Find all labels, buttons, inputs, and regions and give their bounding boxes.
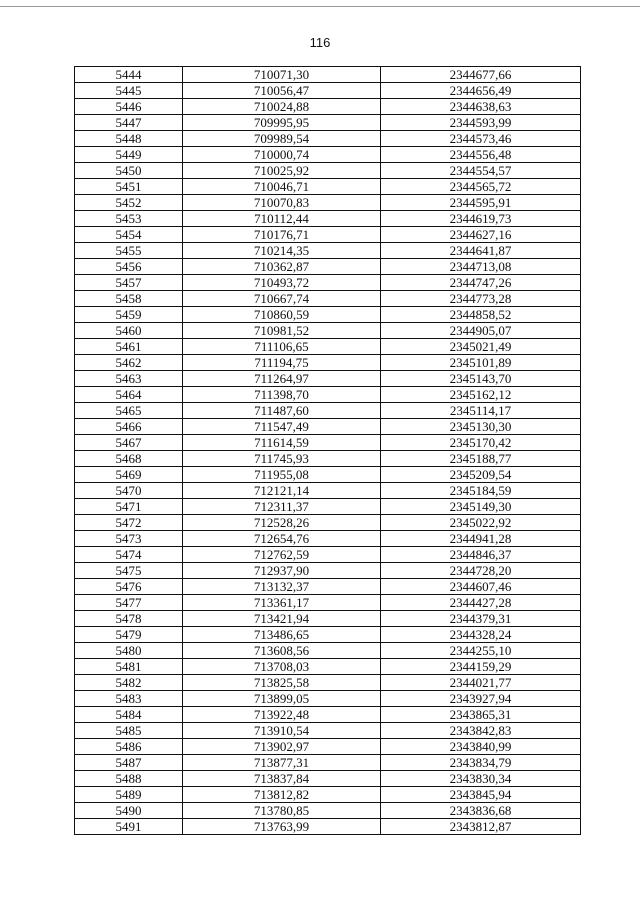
point-number-cell: 5445 bbox=[75, 83, 183, 99]
page-number: 116 bbox=[309, 35, 331, 50]
point-number-cell: 5479 bbox=[75, 627, 183, 643]
point-number-cell: 5465 bbox=[75, 403, 183, 419]
x-coordinate-cell: 710362,87 bbox=[183, 259, 381, 275]
y-coordinate-cell: 2343836,68 bbox=[381, 803, 581, 819]
table-row bbox=[75, 547, 581, 563]
x-coordinate-cell: 710024,88 bbox=[183, 99, 381, 115]
table-row bbox=[75, 275, 581, 291]
y-coordinate-cell: 2344747,26 bbox=[381, 275, 581, 291]
y-coordinate-cell: 2344021,77 bbox=[381, 675, 581, 691]
x-coordinate-cell: 711547,49 bbox=[183, 419, 381, 435]
table-row bbox=[75, 723, 581, 739]
table-row bbox=[75, 787, 581, 803]
y-coordinate-cell: 2343845,94 bbox=[381, 787, 581, 803]
point-number-cell: 5462 bbox=[75, 355, 183, 371]
point-number-cell: 5447 bbox=[75, 115, 183, 131]
point-number-cell: 5468 bbox=[75, 451, 183, 467]
x-coordinate-cell: 710112,44 bbox=[183, 211, 381, 227]
point-number-cell: 5490 bbox=[75, 803, 183, 819]
x-coordinate-cell: 710056,47 bbox=[183, 83, 381, 99]
x-coordinate-cell: 713899,05 bbox=[183, 691, 381, 707]
x-coordinate-cell: 713486,65 bbox=[183, 627, 381, 643]
point-number-cell: 5482 bbox=[75, 675, 183, 691]
point-number-cell: 5444 bbox=[75, 67, 183, 83]
x-coordinate-cell: 713922,48 bbox=[183, 707, 381, 723]
point-number-cell: 5461 bbox=[75, 339, 183, 355]
table-row bbox=[75, 579, 581, 595]
x-coordinate-cell: 712528,26 bbox=[183, 515, 381, 531]
table-row bbox=[75, 707, 581, 723]
table-row bbox=[75, 99, 581, 115]
table-row bbox=[75, 515, 581, 531]
coordinates-table-body bbox=[75, 67, 581, 835]
table-row bbox=[75, 435, 581, 451]
table-row bbox=[75, 115, 581, 131]
table-row bbox=[75, 131, 581, 147]
point-number-cell: 5489 bbox=[75, 787, 183, 803]
y-coordinate-cell: 2344565,72 bbox=[381, 179, 581, 195]
top-rule bbox=[0, 6, 640, 7]
point-number-cell: 5472 bbox=[75, 515, 183, 531]
point-number-cell: 5478 bbox=[75, 611, 183, 627]
y-coordinate-cell: 2344905,07 bbox=[381, 323, 581, 339]
y-coordinate-cell: 2345170,42 bbox=[381, 435, 581, 451]
table-row bbox=[75, 499, 581, 515]
point-number-cell: 5463 bbox=[75, 371, 183, 387]
x-coordinate-cell: 713877,31 bbox=[183, 755, 381, 771]
point-number-cell: 5485 bbox=[75, 723, 183, 739]
point-number-cell: 5474 bbox=[75, 547, 183, 563]
point-number-cell: 5449 bbox=[75, 147, 183, 163]
table-row bbox=[75, 451, 581, 467]
x-coordinate-cell: 713837,84 bbox=[183, 771, 381, 787]
point-number-cell: 5484 bbox=[75, 707, 183, 723]
x-coordinate-cell: 709989,54 bbox=[183, 131, 381, 147]
table-row bbox=[75, 163, 581, 179]
table-row bbox=[75, 211, 581, 227]
x-coordinate-cell: 711745,93 bbox=[183, 451, 381, 467]
y-coordinate-cell: 2343927,94 bbox=[381, 691, 581, 707]
x-coordinate-cell: 711614,59 bbox=[183, 435, 381, 451]
x-coordinate-cell: 713132,37 bbox=[183, 579, 381, 595]
table-row bbox=[75, 627, 581, 643]
point-number-cell: 5453 bbox=[75, 211, 183, 227]
y-coordinate-cell: 2345143,70 bbox=[381, 371, 581, 387]
y-coordinate-cell: 2344773,28 bbox=[381, 291, 581, 307]
point-number-cell: 5473 bbox=[75, 531, 183, 547]
y-coordinate-cell: 2344656,49 bbox=[381, 83, 581, 99]
point-number-cell: 5451 bbox=[75, 179, 183, 195]
table-row bbox=[75, 243, 581, 259]
x-coordinate-cell: 710000,74 bbox=[183, 147, 381, 163]
x-coordinate-cell: 713902,97 bbox=[183, 739, 381, 755]
point-number-cell: 5483 bbox=[75, 691, 183, 707]
y-coordinate-cell: 2344554,57 bbox=[381, 163, 581, 179]
x-coordinate-cell: 713780,85 bbox=[183, 803, 381, 819]
y-coordinate-cell: 2344846,37 bbox=[381, 547, 581, 563]
y-coordinate-cell: 2344728,20 bbox=[381, 563, 581, 579]
point-number-cell: 5476 bbox=[75, 579, 183, 595]
x-coordinate-cell: 713421,94 bbox=[183, 611, 381, 627]
table-row bbox=[75, 227, 581, 243]
point-number-cell: 5457 bbox=[75, 275, 183, 291]
table-row bbox=[75, 771, 581, 787]
y-coordinate-cell: 2344619,73 bbox=[381, 211, 581, 227]
point-number-cell: 5454 bbox=[75, 227, 183, 243]
point-number-cell: 5452 bbox=[75, 195, 183, 211]
point-number-cell: 5459 bbox=[75, 307, 183, 323]
table-row bbox=[75, 323, 581, 339]
y-coordinate-cell: 2343840,99 bbox=[381, 739, 581, 755]
x-coordinate-cell: 710046,71 bbox=[183, 179, 381, 195]
table-row bbox=[75, 739, 581, 755]
y-coordinate-cell: 2344593,99 bbox=[381, 115, 581, 131]
x-coordinate-cell: 709995,95 bbox=[183, 115, 381, 131]
x-coordinate-cell: 712311,37 bbox=[183, 499, 381, 515]
table-row bbox=[75, 291, 581, 307]
point-number-cell: 5480 bbox=[75, 643, 183, 659]
x-coordinate-cell: 710493,72 bbox=[183, 275, 381, 291]
x-coordinate-cell: 711398,70 bbox=[183, 387, 381, 403]
y-coordinate-cell: 2343865,31 bbox=[381, 707, 581, 723]
x-coordinate-cell: 712937,90 bbox=[183, 563, 381, 579]
point-number-cell: 5470 bbox=[75, 483, 183, 499]
point-number-cell: 5475 bbox=[75, 563, 183, 579]
point-number-cell: 5455 bbox=[75, 243, 183, 259]
y-coordinate-cell: 2344858,52 bbox=[381, 307, 581, 323]
table-row bbox=[75, 419, 581, 435]
point-number-cell: 5481 bbox=[75, 659, 183, 675]
table-row bbox=[75, 595, 581, 611]
x-coordinate-cell: 710667,74 bbox=[183, 291, 381, 307]
point-number-cell: 5488 bbox=[75, 771, 183, 787]
x-coordinate-cell: 713763,99 bbox=[183, 819, 381, 835]
x-coordinate-cell: 711194,75 bbox=[183, 355, 381, 371]
y-coordinate-cell: 2344941,28 bbox=[381, 531, 581, 547]
x-coordinate-cell: 713608,56 bbox=[183, 643, 381, 659]
point-number-cell: 5477 bbox=[75, 595, 183, 611]
x-coordinate-cell: 710214,35 bbox=[183, 243, 381, 259]
x-coordinate-cell: 712762,59 bbox=[183, 547, 381, 563]
table-row bbox=[75, 371, 581, 387]
y-coordinate-cell: 2344328,24 bbox=[381, 627, 581, 643]
y-coordinate-cell: 2343834,79 bbox=[381, 755, 581, 771]
y-coordinate-cell: 2344627,16 bbox=[381, 227, 581, 243]
x-coordinate-cell: 710071,30 bbox=[183, 67, 381, 83]
point-number-cell: 5491 bbox=[75, 819, 183, 835]
x-coordinate-cell: 713708,03 bbox=[183, 659, 381, 675]
table-row bbox=[75, 67, 581, 83]
y-coordinate-cell: 2345184,59 bbox=[381, 483, 581, 499]
point-number-cell: 5467 bbox=[75, 435, 183, 451]
table-row bbox=[75, 643, 581, 659]
table-row bbox=[75, 675, 581, 691]
table-row bbox=[75, 563, 581, 579]
y-coordinate-cell: 2344427,28 bbox=[381, 595, 581, 611]
y-coordinate-cell: 2345209,54 bbox=[381, 467, 581, 483]
y-coordinate-cell: 2345188,77 bbox=[381, 451, 581, 467]
y-coordinate-cell: 2345130,30 bbox=[381, 419, 581, 435]
table-row bbox=[75, 83, 581, 99]
table-row bbox=[75, 355, 581, 371]
table-row bbox=[75, 195, 581, 211]
table-row bbox=[75, 659, 581, 675]
table-row bbox=[75, 611, 581, 627]
point-number-cell: 5469 bbox=[75, 467, 183, 483]
y-coordinate-cell: 2344379,31 bbox=[381, 611, 581, 627]
point-number-cell: 5458 bbox=[75, 291, 183, 307]
table-row bbox=[75, 467, 581, 483]
table-row bbox=[75, 819, 581, 835]
x-coordinate-cell: 712654,76 bbox=[183, 531, 381, 547]
x-coordinate-cell: 710070,83 bbox=[183, 195, 381, 211]
point-number-cell: 5464 bbox=[75, 387, 183, 403]
y-coordinate-cell: 2345114,17 bbox=[381, 403, 581, 419]
table-row bbox=[75, 259, 581, 275]
x-coordinate-cell: 711106,65 bbox=[183, 339, 381, 355]
y-coordinate-cell: 2344641,87 bbox=[381, 243, 581, 259]
point-number-cell: 5487 bbox=[75, 755, 183, 771]
y-coordinate-cell: 2344556,48 bbox=[381, 147, 581, 163]
point-number-cell: 5460 bbox=[75, 323, 183, 339]
point-number-cell: 5450 bbox=[75, 163, 183, 179]
table-row bbox=[75, 387, 581, 403]
point-number-cell: 5446 bbox=[75, 99, 183, 115]
table-row bbox=[75, 147, 581, 163]
x-coordinate-cell: 711264,97 bbox=[183, 371, 381, 387]
x-coordinate-cell: 710176,71 bbox=[183, 227, 381, 243]
table-row bbox=[75, 531, 581, 547]
y-coordinate-cell: 2344595,91 bbox=[381, 195, 581, 211]
x-coordinate-cell: 710025,92 bbox=[183, 163, 381, 179]
y-coordinate-cell: 2343842,83 bbox=[381, 723, 581, 739]
x-coordinate-cell: 711955,08 bbox=[183, 467, 381, 483]
x-coordinate-cell: 713812,82 bbox=[183, 787, 381, 803]
x-coordinate-cell: 713910,54 bbox=[183, 723, 381, 739]
point-number-cell: 5448 bbox=[75, 131, 183, 147]
table-row bbox=[75, 179, 581, 195]
x-coordinate-cell: 710860,59 bbox=[183, 307, 381, 323]
table-row bbox=[75, 755, 581, 771]
table-row bbox=[75, 483, 581, 499]
y-coordinate-cell: 2345162,12 bbox=[381, 387, 581, 403]
table-row bbox=[75, 803, 581, 819]
table-row bbox=[75, 691, 581, 707]
y-coordinate-cell: 2344255,10 bbox=[381, 643, 581, 659]
point-number-cell: 5486 bbox=[75, 739, 183, 755]
y-coordinate-cell: 2344638,63 bbox=[381, 99, 581, 115]
y-coordinate-cell: 2344573,46 bbox=[381, 131, 581, 147]
coordinates-table bbox=[74, 66, 581, 835]
table-row bbox=[75, 339, 581, 355]
y-coordinate-cell: 2344677,66 bbox=[381, 67, 581, 83]
point-number-cell: 5466 bbox=[75, 419, 183, 435]
x-coordinate-cell: 710981,52 bbox=[183, 323, 381, 339]
point-number-cell: 5471 bbox=[75, 499, 183, 515]
x-coordinate-cell: 713361,17 bbox=[183, 595, 381, 611]
y-coordinate-cell: 2345022,92 bbox=[381, 515, 581, 531]
y-coordinate-cell: 2345149,30 bbox=[381, 499, 581, 515]
table-row bbox=[75, 403, 581, 419]
y-coordinate-cell: 2344159,29 bbox=[381, 659, 581, 675]
y-coordinate-cell: 2345021,49 bbox=[381, 339, 581, 355]
point-number-cell: 5456 bbox=[75, 259, 183, 275]
x-coordinate-cell: 712121,14 bbox=[183, 483, 381, 499]
y-coordinate-cell: 2345101,89 bbox=[381, 355, 581, 371]
y-coordinate-cell: 2343812,87 bbox=[381, 819, 581, 835]
y-coordinate-cell: 2344713,08 bbox=[381, 259, 581, 275]
x-coordinate-cell: 711487,60 bbox=[183, 403, 381, 419]
y-coordinate-cell: 2344607,46 bbox=[381, 579, 581, 595]
y-coordinate-cell: 2343830,34 bbox=[381, 771, 581, 787]
table-row bbox=[75, 307, 581, 323]
x-coordinate-cell: 713825,58 bbox=[183, 675, 381, 691]
